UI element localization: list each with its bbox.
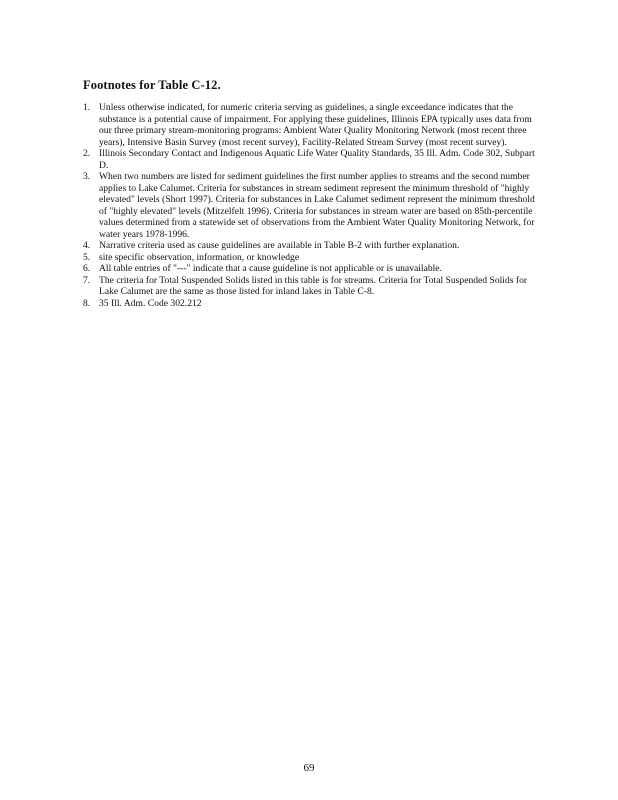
footnote-number: 5. [83, 251, 91, 263]
footnote-text: site specific observation, information, or knowledge [99, 251, 300, 263]
footnote-item [83, 102, 538, 148]
footnote-text: Narrative criteria used as cause guidelines are available in Table B-2 with further explanation. [99, 240, 460, 251]
footnote-text: 35 Ill. Adm. Code 302.212 [99, 297, 202, 309]
footnote-text: All table entries of "---" indicate that a cause guideline is not applicable or is unavailable. [99, 263, 442, 274]
footnote-item [83, 148, 538, 171]
footnote-text: Illinois Secondary Contact and Indigenous Aquatic Life Water Quality Standards, 35 Ill. Adm. Code 302, Subpart D. [99, 148, 535, 171]
footnote-text: When two numbers are listed for sediment guidelines the first number applies to streams and the second number applies to Lake Calumet. Criteria for substances in stream sediment represent the minimum threshold of "highly elevated" levels (Short 1997). Criteria for substances in Lake Calumet sediment represent the minimum threshold of "highly elevated" levels (Mitzelfelt 1996). Criteria for substances in stream water are based on 85th-percentile values determined from a statewide set of observations from the Ambient Water Quality Monitoring Network, for water years 1978-1996. [99, 171, 535, 240]
footnote-number: 8. [83, 297, 91, 309]
footnote-number: 6. [83, 263, 91, 274]
footnote-item [83, 275, 538, 298]
footnote-item [83, 171, 538, 240]
footnote-number: 7. [83, 274, 91, 286]
footnote-item [83, 298, 538, 310]
footnote-item [83, 252, 538, 264]
footnote-item [83, 263, 538, 275]
footnotes-list [83, 102, 538, 309]
footnotes-heading: Footnotes for Table C-12. [83, 78, 221, 92]
footnote-number: 3. [83, 171, 91, 182]
footnote-number: 2. [83, 148, 91, 159]
footnote-number: 4. [83, 240, 91, 251]
footnote-text: The criteria for Total Suspended Solids listed in this table is for streams. Criteria for Total Suspended Solids for Lake Calumet are the same as those listed for inland lakes in Table C-8. [99, 274, 528, 297]
footnote-text: Unless otherwise indicated, for numeric criteria serving as guidelines, a single exceedance indicates that the substance is a potential cause of impairment. For applying these guidelines, Illinois EPA typically uses data from our three primary stream-monitoring programs: Ambient Water Quality Monitoring Network (most recent three years), Intensive Basin Survey (most recent survey), Facility-Related Stream Survey (most recent survey). [99, 102, 532, 148]
footnote-number: 1. [83, 102, 91, 113]
footnote-item [83, 240, 538, 252]
page-number: 69 [303, 762, 315, 774]
